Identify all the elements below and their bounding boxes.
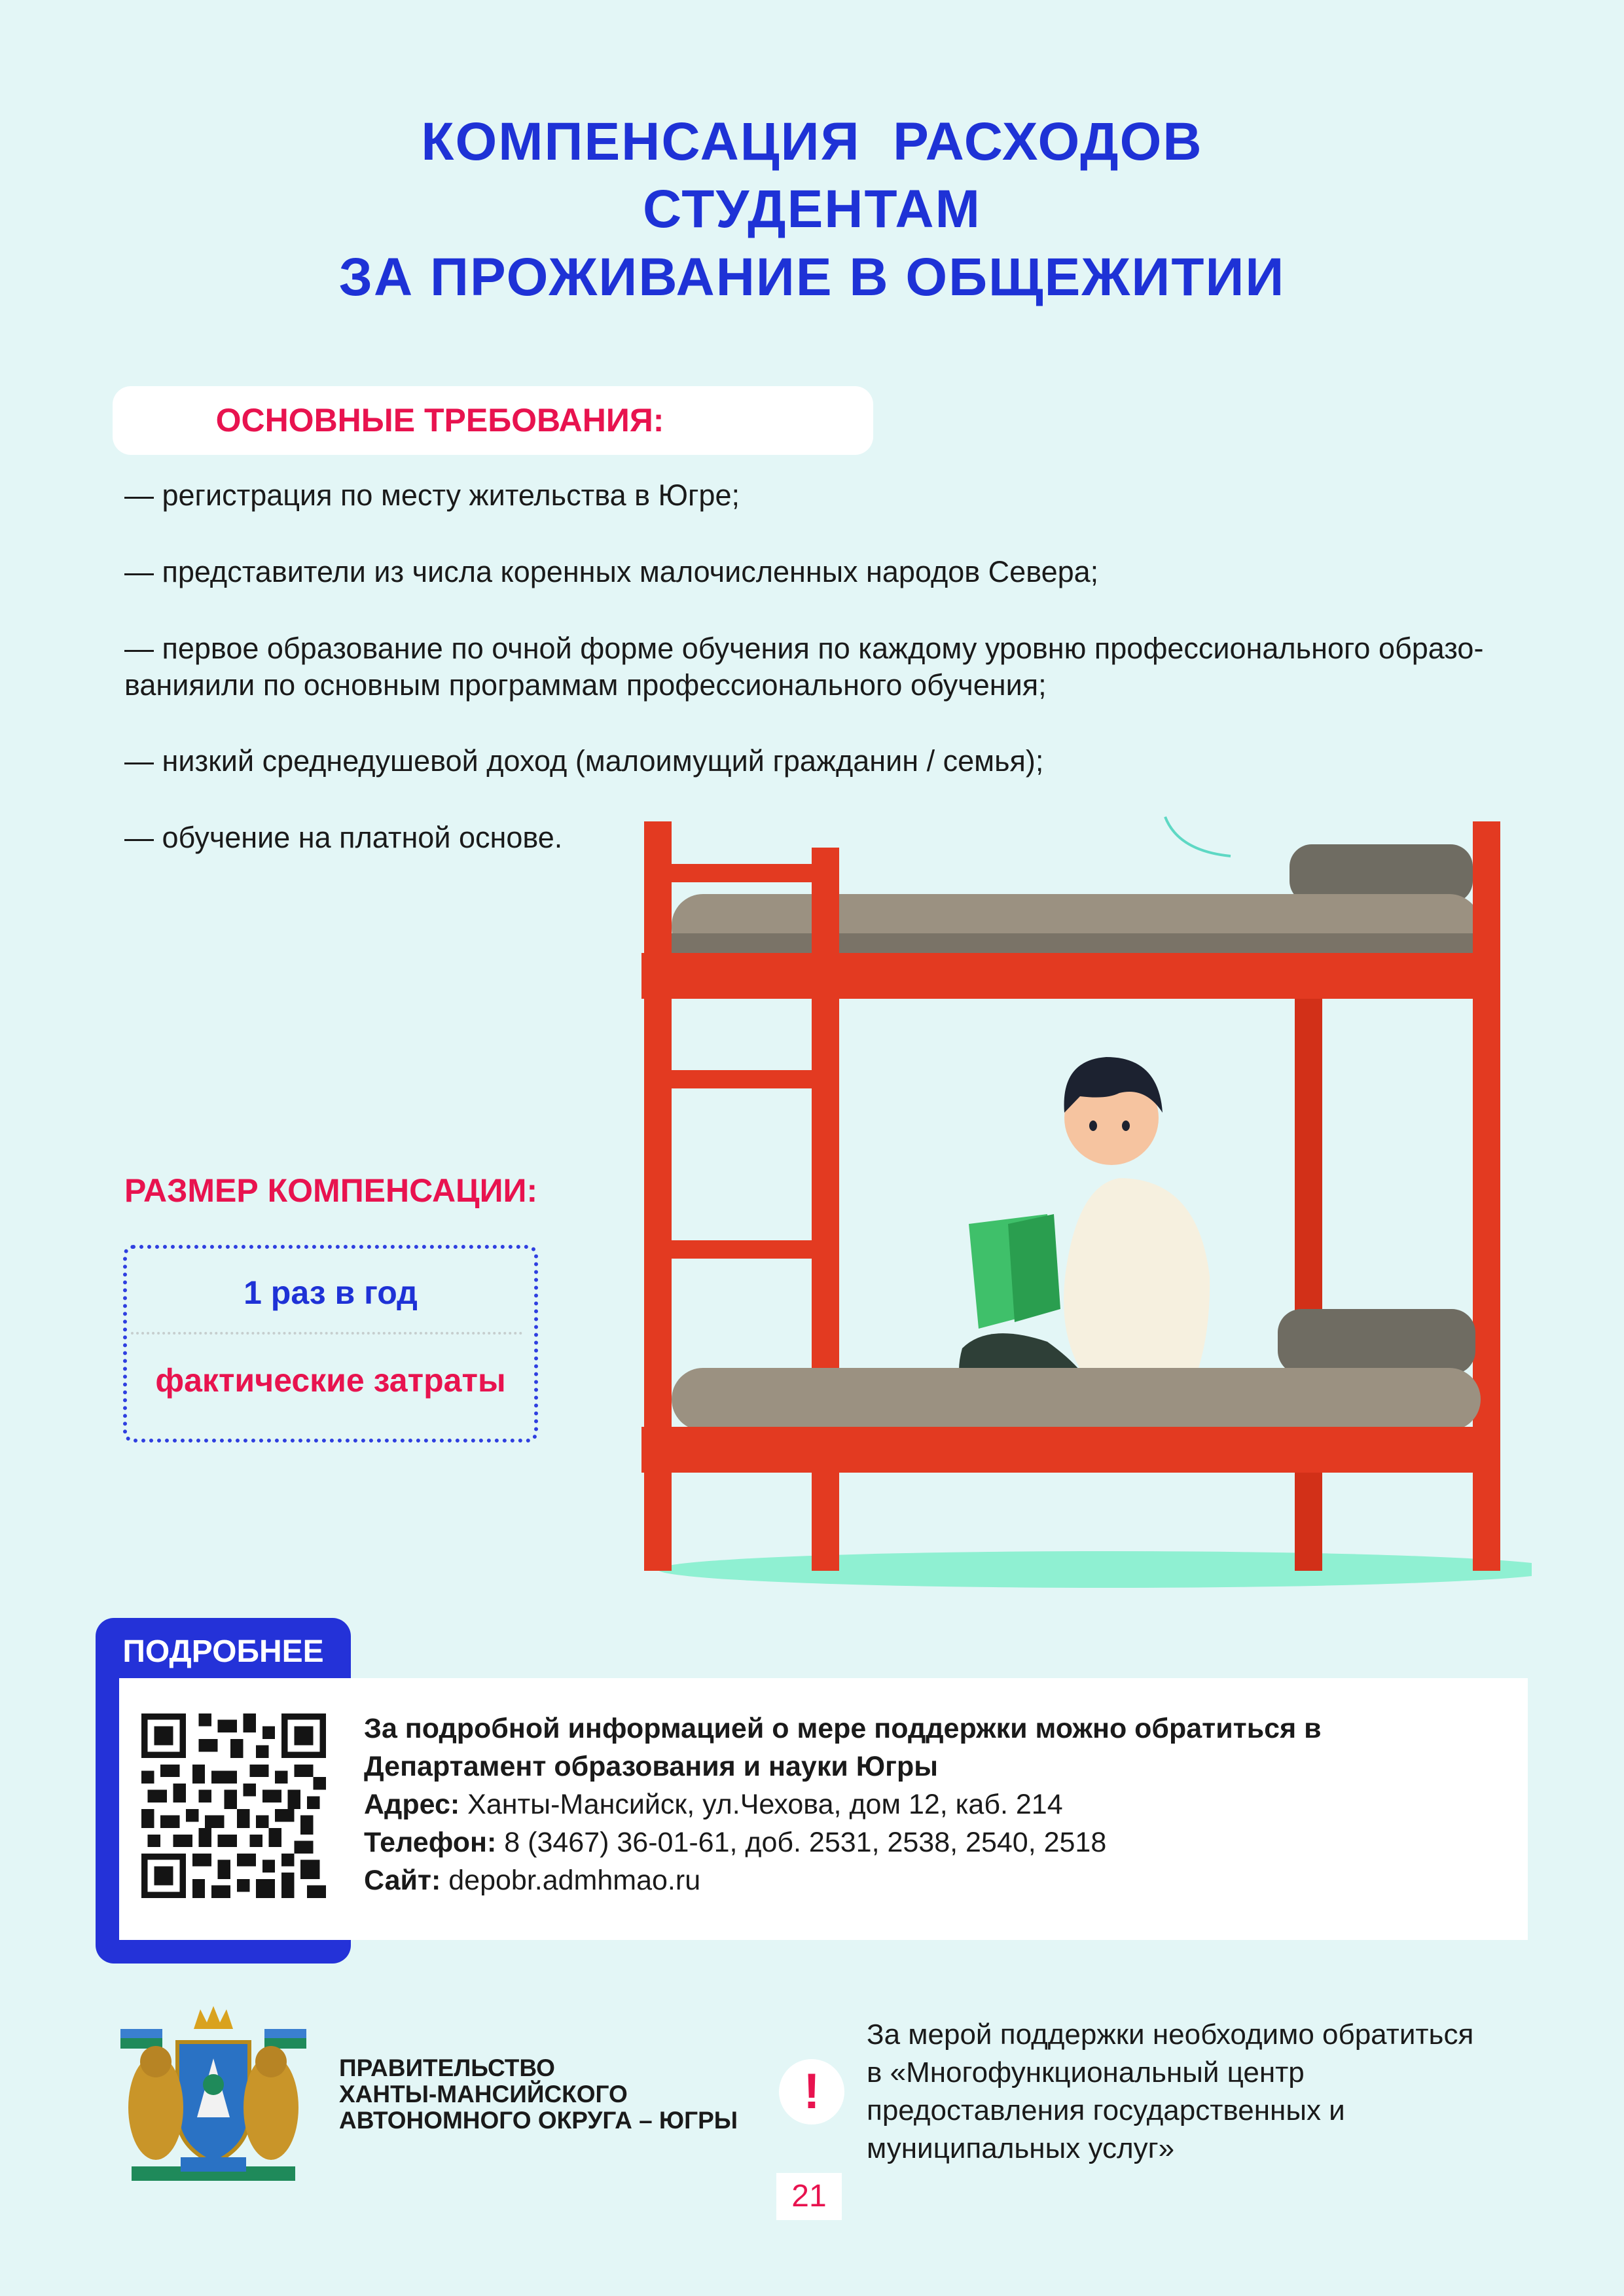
requirement-item-education-line-2: ванияили по основным программам профессионального обучения; bbox=[124, 668, 1047, 702]
bunk-bed-student-illustration bbox=[622, 805, 1532, 1590]
info-line-2: Департамент образования и науки Югры bbox=[364, 1751, 938, 1782]
mfc-line-1: За мерой поддержки необходимо обратиться bbox=[867, 2018, 1474, 2051]
requirement-item-paid-basis: — обучение на платной основе. bbox=[124, 821, 563, 854]
gov-line-2: ХАНТЫ-МАНСИЙСКОГО bbox=[339, 2081, 628, 2108]
title-line-3: ЗА ПРОЖИВАНИЕ В ОБЩЕЖИТИИ bbox=[338, 247, 1286, 307]
mfc-line-2: в «Многофункциональный центр bbox=[867, 2056, 1305, 2089]
qr-code-icon[interactable] bbox=[141, 1713, 326, 1898]
compensation-frequency: 1 раз в год bbox=[244, 1274, 418, 1311]
site-link[interactable]: depobr.admhmao.ru bbox=[441, 1865, 701, 1896]
compensation-divider bbox=[131, 1332, 522, 1335]
address-label: Адрес: bbox=[364, 1789, 460, 1820]
requirement-item-education-line-1: — первое образование по очной форме обучения по каждому уровню профессионального образо- bbox=[124, 632, 1484, 665]
info-text-block bbox=[364, 1710, 1490, 1899]
requirement-item-low-income: — низкий среднедушевой доход (малоимущий гражданин / семья); bbox=[124, 744, 1044, 778]
gov-line-1: ПРАВИТЕЛЬСТВО bbox=[339, 2054, 555, 2081]
page-title bbox=[0, 108, 1624, 311]
page-number: 21 bbox=[776, 2173, 842, 2220]
requirement-item-indigenous: — представители из числа коренных малочисленных народов Севера; bbox=[124, 555, 1099, 588]
requirements-heading: ОСНОВНЫЕ ТРЕБОВАНИЯ: bbox=[215, 402, 664, 439]
title-line-2: СТУДЕНТАМ bbox=[643, 179, 981, 240]
title-line-1: КОМПЕНСАЦИЯ РАСХОДОВ bbox=[421, 112, 1203, 171]
mfc-line-4: муниципальных услуг» bbox=[867, 2132, 1175, 2164]
mfc-line-3: предоставления государственных и bbox=[867, 2094, 1345, 2126]
mfc-notice bbox=[867, 2016, 1534, 2168]
exclamation-icon: ! bbox=[779, 2059, 844, 2125]
info-tab-label: ПОДРОБНЕЕ bbox=[122, 1634, 324, 1669]
requirement-item-registration: — регистрация по месту жительства в Югре; bbox=[124, 478, 740, 512]
compensation-heading: РАЗМЕР КОМПЕНСАЦИИ: bbox=[124, 1172, 538, 1209]
gov-line-3: АВТОНОМНОГО ОКРУГА – ЮГРЫ bbox=[339, 2107, 738, 2134]
government-name bbox=[339, 2055, 738, 2134]
address-value: Ханты-Мансийск, ул.Чехова, дом 12, каб. 214 bbox=[460, 1789, 1063, 1820]
coat-of-arms-icon bbox=[115, 2003, 312, 2193]
compensation-amount: фактические затраты bbox=[155, 1362, 506, 1399]
site-label: Сайт: bbox=[364, 1865, 441, 1896]
phone-label: Телефон: bbox=[364, 1827, 497, 1858]
phone-value[interactable]: 8 (3467) 36-01-61, доб. 2531, 2538, 2540, 2518 bbox=[496, 1827, 1107, 1858]
info-line-1: За подробной информацией о мере поддержки можно обратиться в bbox=[364, 1713, 1322, 1744]
